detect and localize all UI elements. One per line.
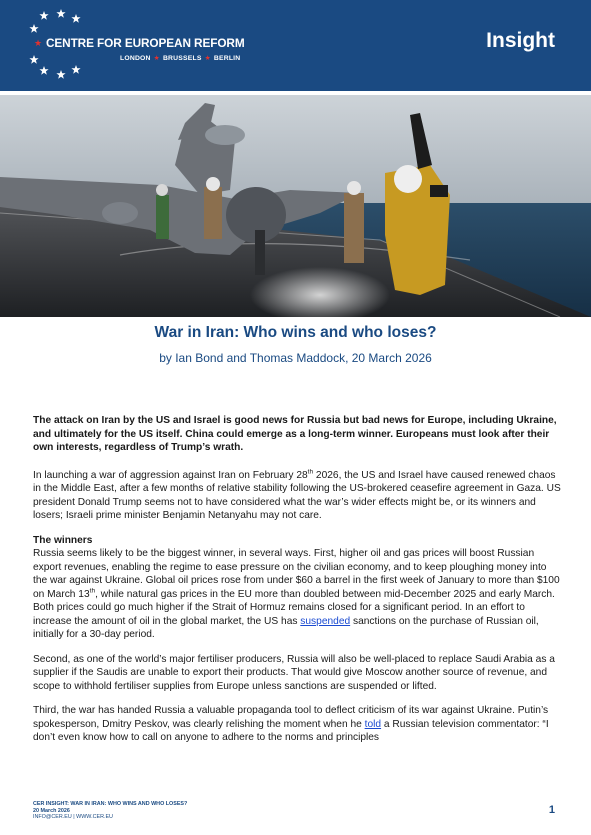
paragraph-3: Second, as one of the world’s major fertiliser producers, Russia will also be well-placed to replace Saudi Arabia as a supplier if the Saudis are unable to export their products. That would give Moscow another source of revenue, and scope to withhold fertiliser supplies from Europe unless sanctions are suspended or lifted.	[33, 653, 555, 692]
header-banner	[0, 0, 591, 91]
footer-date: 20 March 2026	[33, 807, 70, 814]
red-star-icon: ★	[204, 55, 211, 62]
section-heading-winners: The winners	[33, 534, 93, 546]
aircraft-carrier-photo-icon	[0, 95, 591, 317]
publication-type: Insight	[486, 29, 555, 52]
red-star-icon: ★	[34, 38, 42, 48]
page-footer	[33, 801, 187, 821]
footer-publication-title: CER INSIGHT: WAR IN IRAN: WHO WINS AND WHO LOSES?	[33, 801, 188, 807]
article-body	[33, 414, 561, 756]
cer-logo[interactable]	[24, 9, 254, 83]
link-suspended[interactable]: suspended	[300, 615, 351, 627]
paragraph-2: Russia seems likely to be the biggest winner, in several ways. First, higher oil and gas prices will boost Russian export revenues, enabling the regime to ease pressure on the civilian economy, and to keep ploughing money into the war against Ukraine. Global oil prices rose from under $60 a barrel in the first week of January to more than $100 on March 13th, while natural gas prices in the EU more than doubled between mid-December 2025 and early March. Both prices could go much higher if the Strait of Hormuz remains closed for a significant period. In an effort to increase the amount of oil in the global market, the US has suspended sanctions on the purchase of Russian oil, initially for a 30-day period.	[33, 548, 560, 640]
link-told[interactable]: told	[364, 718, 382, 730]
paragraph-1: In launching a war of aggression against Iran on February 28th 2026, the US and Israel have caused renewed chaos in the Middle East, after a few months of relative stability following the US-brokered ceasefire agreement in Gaza. US president Donald Trump seems not to have considered what the war’s wider effects might be, or its winners and losers; Israeli prime minister Benjamin Netanyahu may not care.	[33, 468, 561, 521]
org-name: ★ CENTRE FOR EUROPEAN REFORM	[34, 36, 245, 50]
red-star-icon: ★	[153, 55, 160, 62]
footer-contact[interactable]: INFO@CER.EU | WWW.CER.EU	[33, 814, 113, 821]
office-cities: LONDON ★ BRUSSELS ★ BERLIN	[120, 55, 241, 62]
page-number: 1	[548, 804, 555, 816]
article-byline: by Ian Bond and Thomas Maddock, 20 March 2026	[159, 351, 432, 365]
paragraph-4: Third, the war has handed Russia a valuable propaganda tool to deflect criticism of its war against Ukraine. Putin’s spokesperson, Dmitry Peskov, was clearly relishing the moment when he told a Russian television commentator: “I don’t even know how to call on anyone to adhere to the norms and principles	[33, 705, 549, 743]
article-title: War in Iran: Who wins and who loses?	[154, 324, 437, 341]
lead-paragraph: The attack on Iran by the US and Israel is good news for Russia but bad news for Europe, including Ukraine, and ultimately for the US itself. China could emerge as a long-term winner. Europeans must look after their own interests, regardless of Trump’s wrath.	[33, 415, 557, 453]
hero-photo	[0, 95, 591, 317]
